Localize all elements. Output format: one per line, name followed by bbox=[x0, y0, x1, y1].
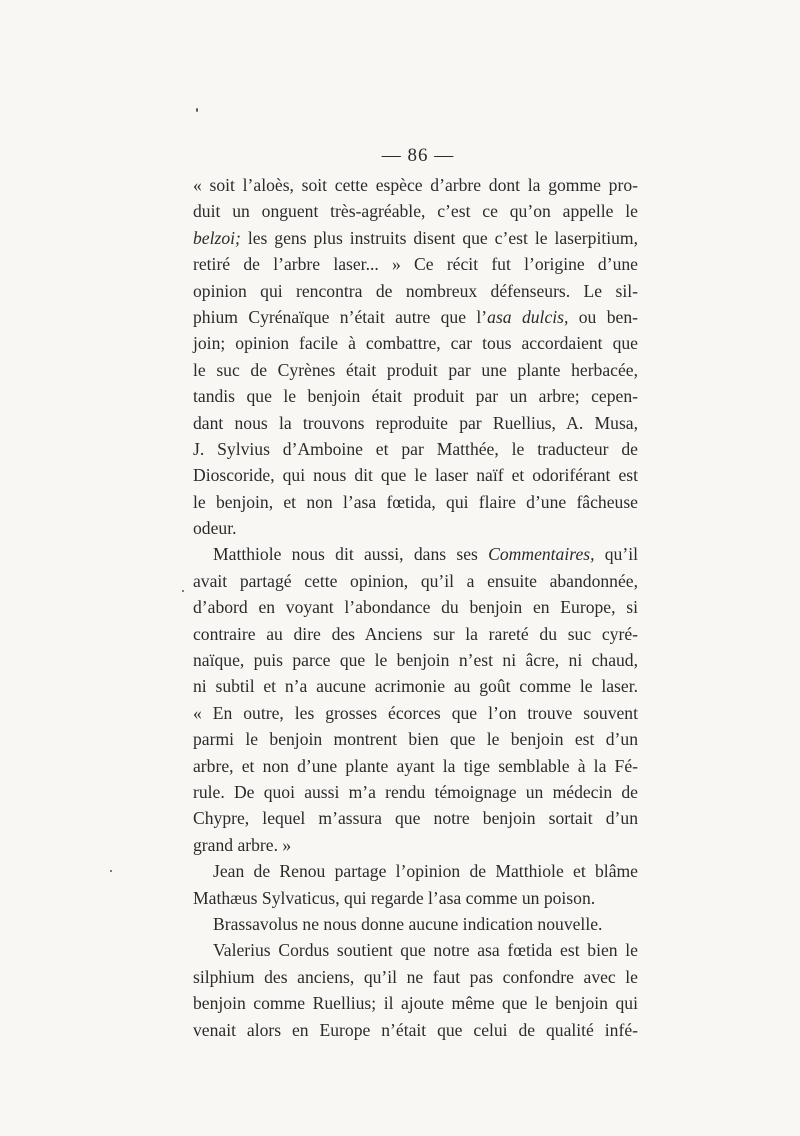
text-line bbox=[193, 937, 638, 963]
text-line bbox=[193, 990, 638, 1016]
italic-term: Commentaires, bbox=[488, 544, 595, 565]
line-text: benjoin comme Ruellius; il ajoute même que le benjoin qui bbox=[193, 993, 638, 1014]
line-text: J. Sylvius d’Amboine et par Matthée, le traducteur de bbox=[193, 438, 638, 459]
body-text bbox=[193, 172, 638, 1043]
text-line bbox=[193, 594, 638, 620]
line-text: odeur. bbox=[193, 518, 237, 539]
ink-speck bbox=[182, 590, 184, 592]
line-text: duit un onguent très-agréable, c’est ce qu’on appelle le bbox=[193, 201, 638, 222]
line-text: parmi le benjoin montrent bien que le benjoin est d’un bbox=[193, 729, 638, 750]
text-line bbox=[193, 673, 638, 699]
text-line bbox=[193, 911, 638, 937]
line-text: Chypre, lequel m’assura que notre benjoin sortait d’un bbox=[193, 808, 638, 829]
text-line bbox=[193, 330, 638, 356]
line-text: « En outre, les grosses écorces que l’on trouve souvent bbox=[193, 702, 638, 723]
text-line bbox=[193, 225, 638, 251]
text-line bbox=[193, 805, 638, 831]
line-text: join; opinion facile à combattre, car tous accordaient que bbox=[193, 333, 638, 354]
text-line bbox=[193, 489, 638, 515]
italic-term: belzoi; bbox=[193, 227, 241, 248]
line-text: opinion qui rencontra de nombreux défenseurs. Le sil- bbox=[193, 280, 638, 301]
text-line bbox=[193, 858, 638, 884]
text-line bbox=[193, 779, 638, 805]
line-text: Valerius Cordus soutient que notre asa fœtida est bien le bbox=[213, 940, 638, 961]
text-line bbox=[193, 410, 638, 436]
line-text: qu’il bbox=[594, 544, 638, 565]
text-line bbox=[193, 251, 638, 277]
text-line bbox=[193, 357, 638, 383]
text-line bbox=[193, 753, 638, 779]
line-text: grand arbre. » bbox=[193, 834, 292, 855]
line-text: rule. De quoi aussi m’a rendu témoignage un médecin de bbox=[193, 781, 638, 802]
line-text: phium Cyrénaïque n’était autre que l’ bbox=[193, 306, 488, 327]
text-line bbox=[193, 515, 638, 541]
text-line bbox=[193, 383, 638, 409]
line-text: venait alors en Europe n’était que celui de qualité infé- bbox=[193, 1019, 638, 1040]
text-line bbox=[193, 1017, 638, 1043]
line-text: silphium des anciens, qu’il ne faut pas confondre avec le bbox=[193, 966, 638, 987]
text-line bbox=[193, 885, 638, 911]
line-text: le benjoin, et non l’asa fœtida, qui flaire d’une fâcheuse bbox=[193, 491, 638, 512]
line-text: Matthiole nous dit aussi, dans ses bbox=[213, 544, 489, 565]
line-text: naïque, puis parce que le benjoin n’est ni âcre, ni chaud, bbox=[193, 650, 638, 671]
text-line bbox=[193, 964, 638, 990]
line-text: les gens plus instruits disent que c’est le laserpitium, bbox=[240, 227, 638, 248]
line-text: ou ben- bbox=[568, 306, 638, 327]
page-number: — 86 — bbox=[381, 145, 455, 166]
text-line bbox=[193, 436, 638, 462]
text-line bbox=[193, 462, 638, 488]
line-text: ni subtil et n’a aucune acrimonie au goût comme le laser. bbox=[193, 676, 638, 697]
line-text: Dioscoride, qui nous dit que le laser naïf et odoriférant est bbox=[193, 465, 638, 486]
line-text: Mathæus Sylvaticus, qui regarde l’asa comme un poison. bbox=[193, 887, 596, 908]
line-text: retiré de l’arbre laser... » Ce récit fut l’origine d’une bbox=[193, 254, 638, 275]
text-line bbox=[193, 541, 638, 567]
text-line bbox=[193, 647, 638, 673]
line-text: avait partagé cette opinion, qu’il a ensuite abandonnée, bbox=[193, 570, 638, 591]
line-text: arbre, et non d’une plante ayant la tige semblable à la Fé- bbox=[193, 755, 638, 776]
text-line bbox=[193, 621, 638, 647]
line-text: dant nous la trouvons reproduite par Ruellius, A. Musa, bbox=[193, 412, 638, 433]
text-line bbox=[193, 568, 638, 594]
text-line bbox=[193, 304, 638, 330]
line-text: le suc de Cyrènes était produit par une plante herbacée, bbox=[193, 359, 638, 380]
text-line bbox=[193, 832, 638, 858]
text-line bbox=[193, 172, 638, 198]
line-text: contraire au dire des Anciens sur la rareté du suc cyré- bbox=[193, 623, 638, 644]
line-text: « soit l’aloès, soit cette espèce d’arbre dont la gomme pro- bbox=[193, 175, 638, 195]
line-text: Jean de Renou partage l’opinion de Matthiole et blâme bbox=[213, 861, 638, 882]
text-line bbox=[193, 278, 638, 304]
line-text: d’abord en voyant l’abondance du benjoin en Europe, si bbox=[193, 597, 638, 618]
italic-term: asa dulcis, bbox=[487, 306, 569, 327]
ink-speck bbox=[110, 870, 112, 872]
ink-speck bbox=[196, 108, 198, 112]
line-text: Brassavolus ne nous donne aucune indication nouvelle. bbox=[213, 913, 603, 934]
text-line bbox=[193, 198, 638, 224]
text-line bbox=[193, 700, 638, 726]
line-text: tandis que le benjoin était produit par un arbre; cepen- bbox=[193, 386, 638, 407]
text-line bbox=[193, 726, 638, 752]
